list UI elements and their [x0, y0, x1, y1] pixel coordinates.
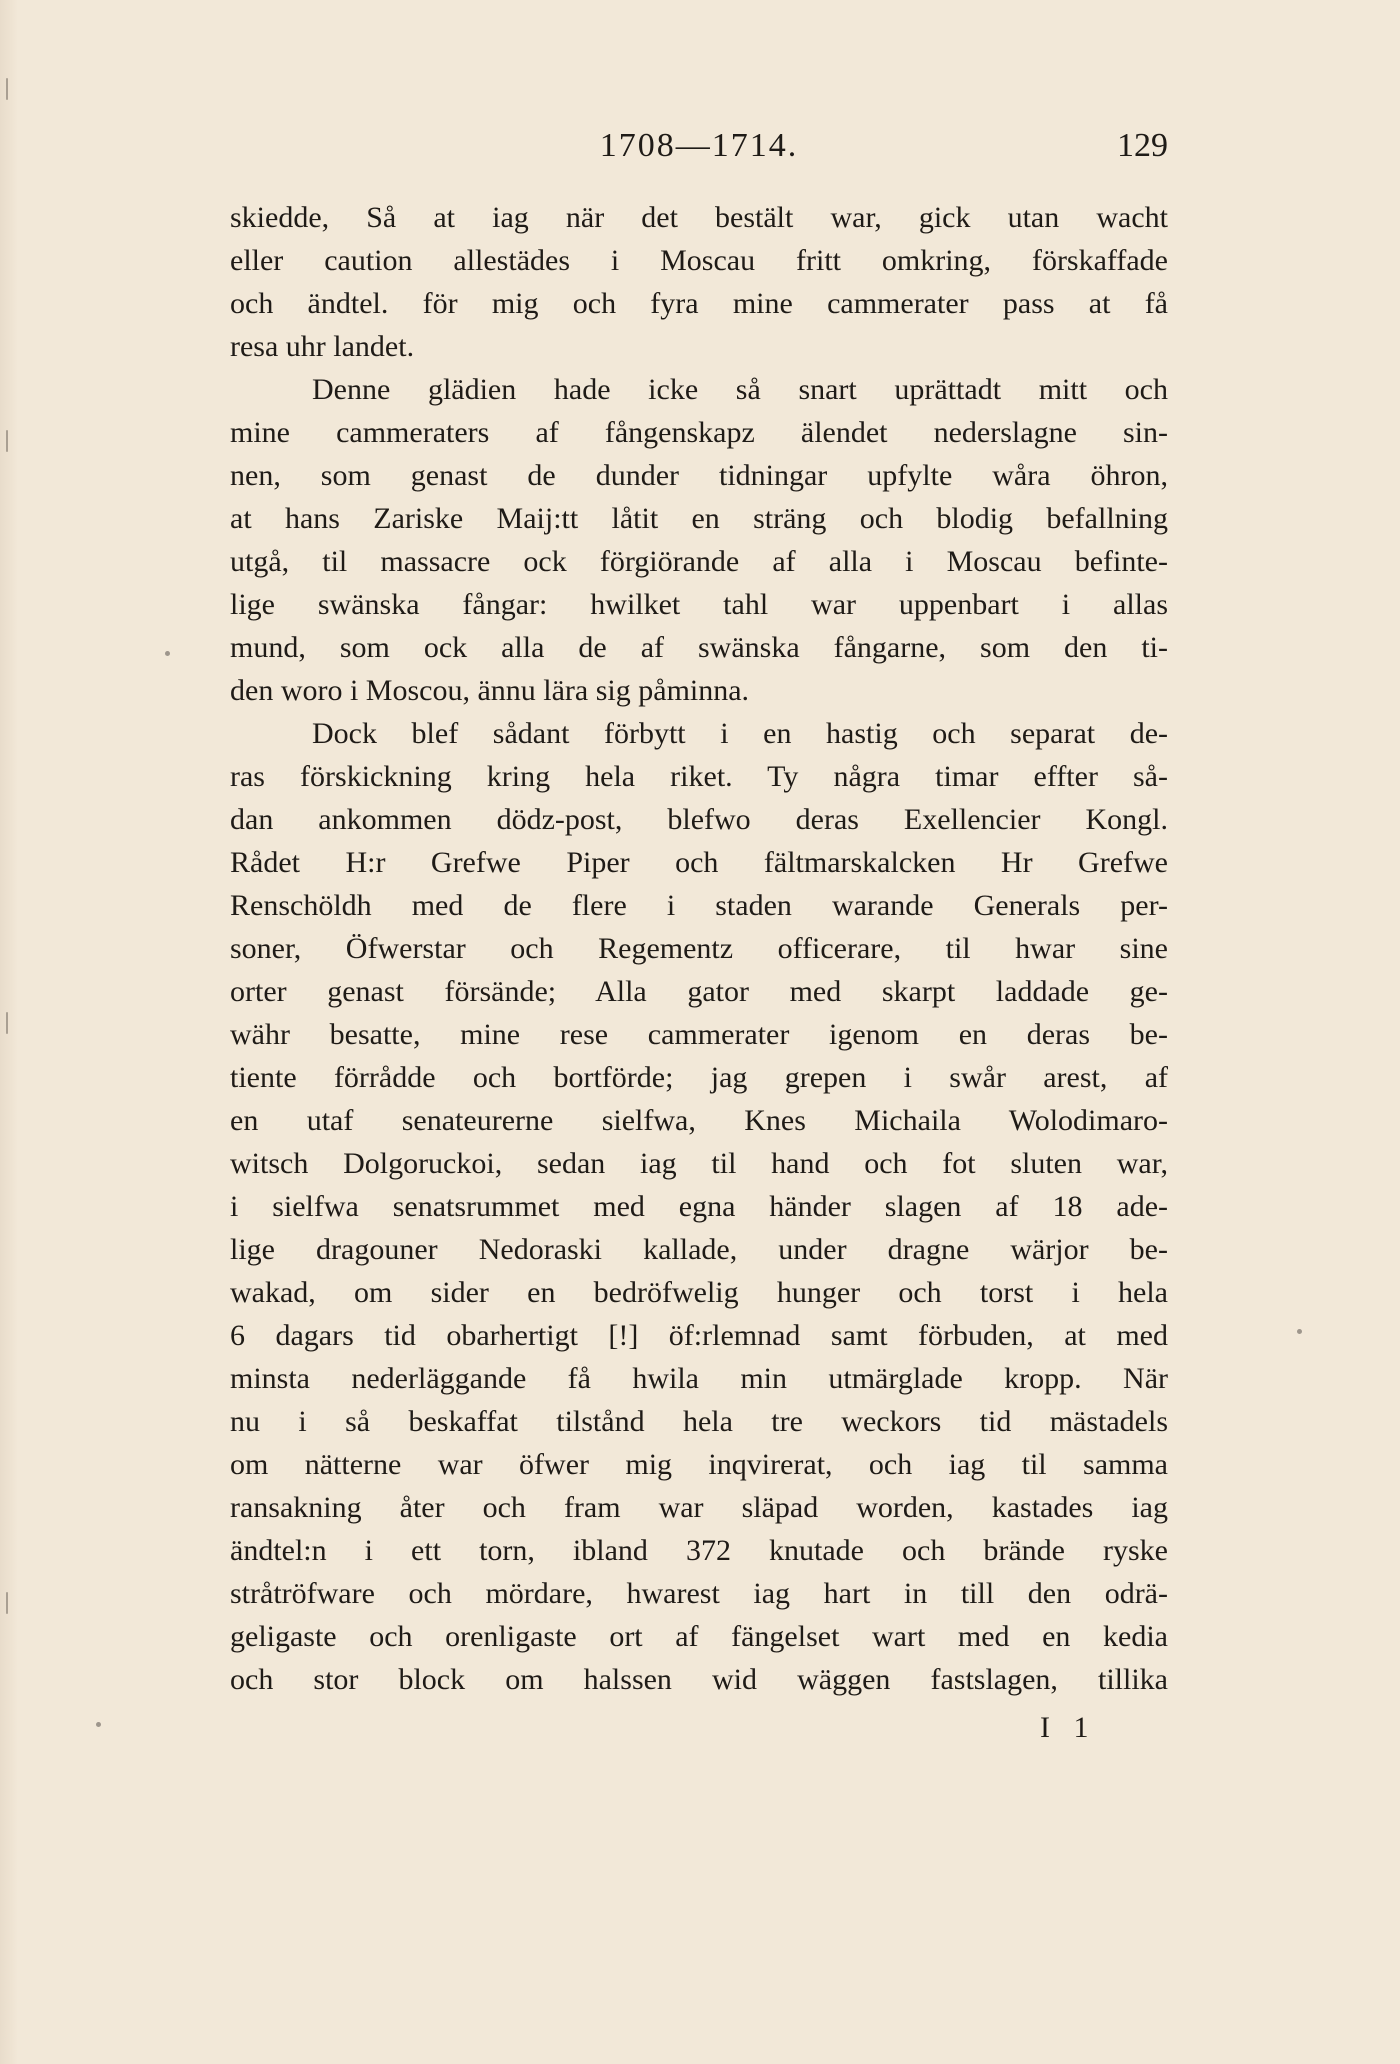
text-line: resa uhr landet. [230, 330, 415, 363]
text-line: mine cammeraters af fångenskapz älendet nederslagne sin- [230, 416, 1168, 449]
text-line: tiente förrådde och bortförde; jag grepen i swår arest, af [230, 1061, 1168, 1094]
text-line: geligaste och orenligaste ort af fängelset wart med en kedia [230, 1620, 1168, 1653]
text-line: währ besatte, mine rese cammerater igenom en deras be- [230, 1018, 1168, 1051]
text-line: ras förskickning kring hela riket. Ty några timar effter så- [230, 760, 1168, 793]
paper-spot [1297, 1329, 1302, 1334]
text-line: ändtel:n i ett torn, ibland 372 knutade och brände ryske [230, 1534, 1168, 1567]
text-line: Renschöldh med de flere i staden warande Generals per- [230, 889, 1168, 922]
text-line: witsch Dolgoruckoi, sedan iag til hand och fot sluten war, [230, 1147, 1168, 1180]
paragraph-first-line: Dock blef sådant förbytt i en hastig och separat de- [312, 717, 1168, 750]
text-line: 6 dagars tid obarhertigt [!] öf:rlemnad samt förbuden, at med [230, 1319, 1168, 1352]
text-line: at hans Zariske Maij:tt låtit en sträng och blodig befallning [230, 502, 1168, 535]
text-line: wakad, om sider en bedröfwelig hunger och torst i hela [230, 1276, 1168, 1309]
text-line: Rådet H:r Grefwe Piper och fältmarskalcken Hr Grefwe [230, 846, 1168, 879]
text-line: ransakning åter och fram war släpad worden, kastades iag [230, 1491, 1168, 1524]
text-line: lige swänska fångar: hwilket tahl war uppenbart i allas [230, 588, 1168, 621]
text-line: utgå, til massacre ock förgiörande af alla i Moscau befinte- [230, 545, 1168, 578]
text-line: och stor block om halssen wid wäggen fastslagen, tillika [230, 1663, 1168, 1696]
text-line: och ändtel. för mig och fyra mine cammerater pass at få [230, 287, 1168, 320]
paper-spot [165, 651, 170, 656]
edge-mark [6, 1012, 8, 1034]
text-line: den woro i Moscou, ännu lära sig påminna. [230, 674, 750, 707]
text-line: om nätterne war öfwer mig inqvirerat, och iag til samma [230, 1448, 1168, 1481]
text-line: soner, Öfwerstar och Regementz officerare, til hwar sine [230, 932, 1168, 965]
edge-mark [6, 430, 8, 452]
text-line: lige dragouner Nedoraski kallade, under dragne wärjor be- [230, 1233, 1168, 1266]
body-text [230, 196, 1168, 1701]
running-head [230, 124, 1168, 168]
text-line: skiedde, Så at iag när det bestält war, gick utan wacht [230, 201, 1168, 234]
page-left-edge [0, 0, 18, 2064]
chapter-years: 1708—1714. [599, 127, 799, 164]
text-line: minsta nederläggande få hwila min utmärglade kropp. När [230, 1362, 1168, 1395]
text-line: orter genast försände; Alla gator med skarpt laddade ge- [230, 975, 1168, 1008]
text-line: nu i så beskaffat tilstånd hela tre weckors tid mästadels [230, 1405, 1168, 1438]
text-line: nen, som genast de dunder tidningar upfylte wåra öhron, [230, 459, 1168, 492]
edge-mark [6, 1592, 8, 1614]
text-line: i sielfwa senatsrummet med egna händer slagen af 18 ade- [230, 1190, 1168, 1223]
text-line: eller caution allestädes i Moscau fritt omkring, förskaffade [230, 244, 1168, 277]
text-line: stråtröfware och mördare, hwarest iag hart in till den odrä- [230, 1577, 1168, 1610]
text-line: dan ankommen dödz-post, blefwo deras Exellencier Kongl. [230, 803, 1168, 836]
paper-spot [96, 1722, 101, 1727]
text-line: en utaf senateurerne sielfwa, Knes Michaila Wolodimaro- [230, 1104, 1168, 1137]
page-number: 129 [1117, 127, 1168, 164]
paragraph-first-line: Denne glädien hade icke så snart uprättadt mitt och [312, 373, 1168, 406]
printer-signature: I 1 [1040, 1711, 1097, 1744]
edge-mark [6, 78, 8, 100]
text-line: mund, som ock alla de af swänska fångarne, som den ti- [230, 631, 1168, 664]
